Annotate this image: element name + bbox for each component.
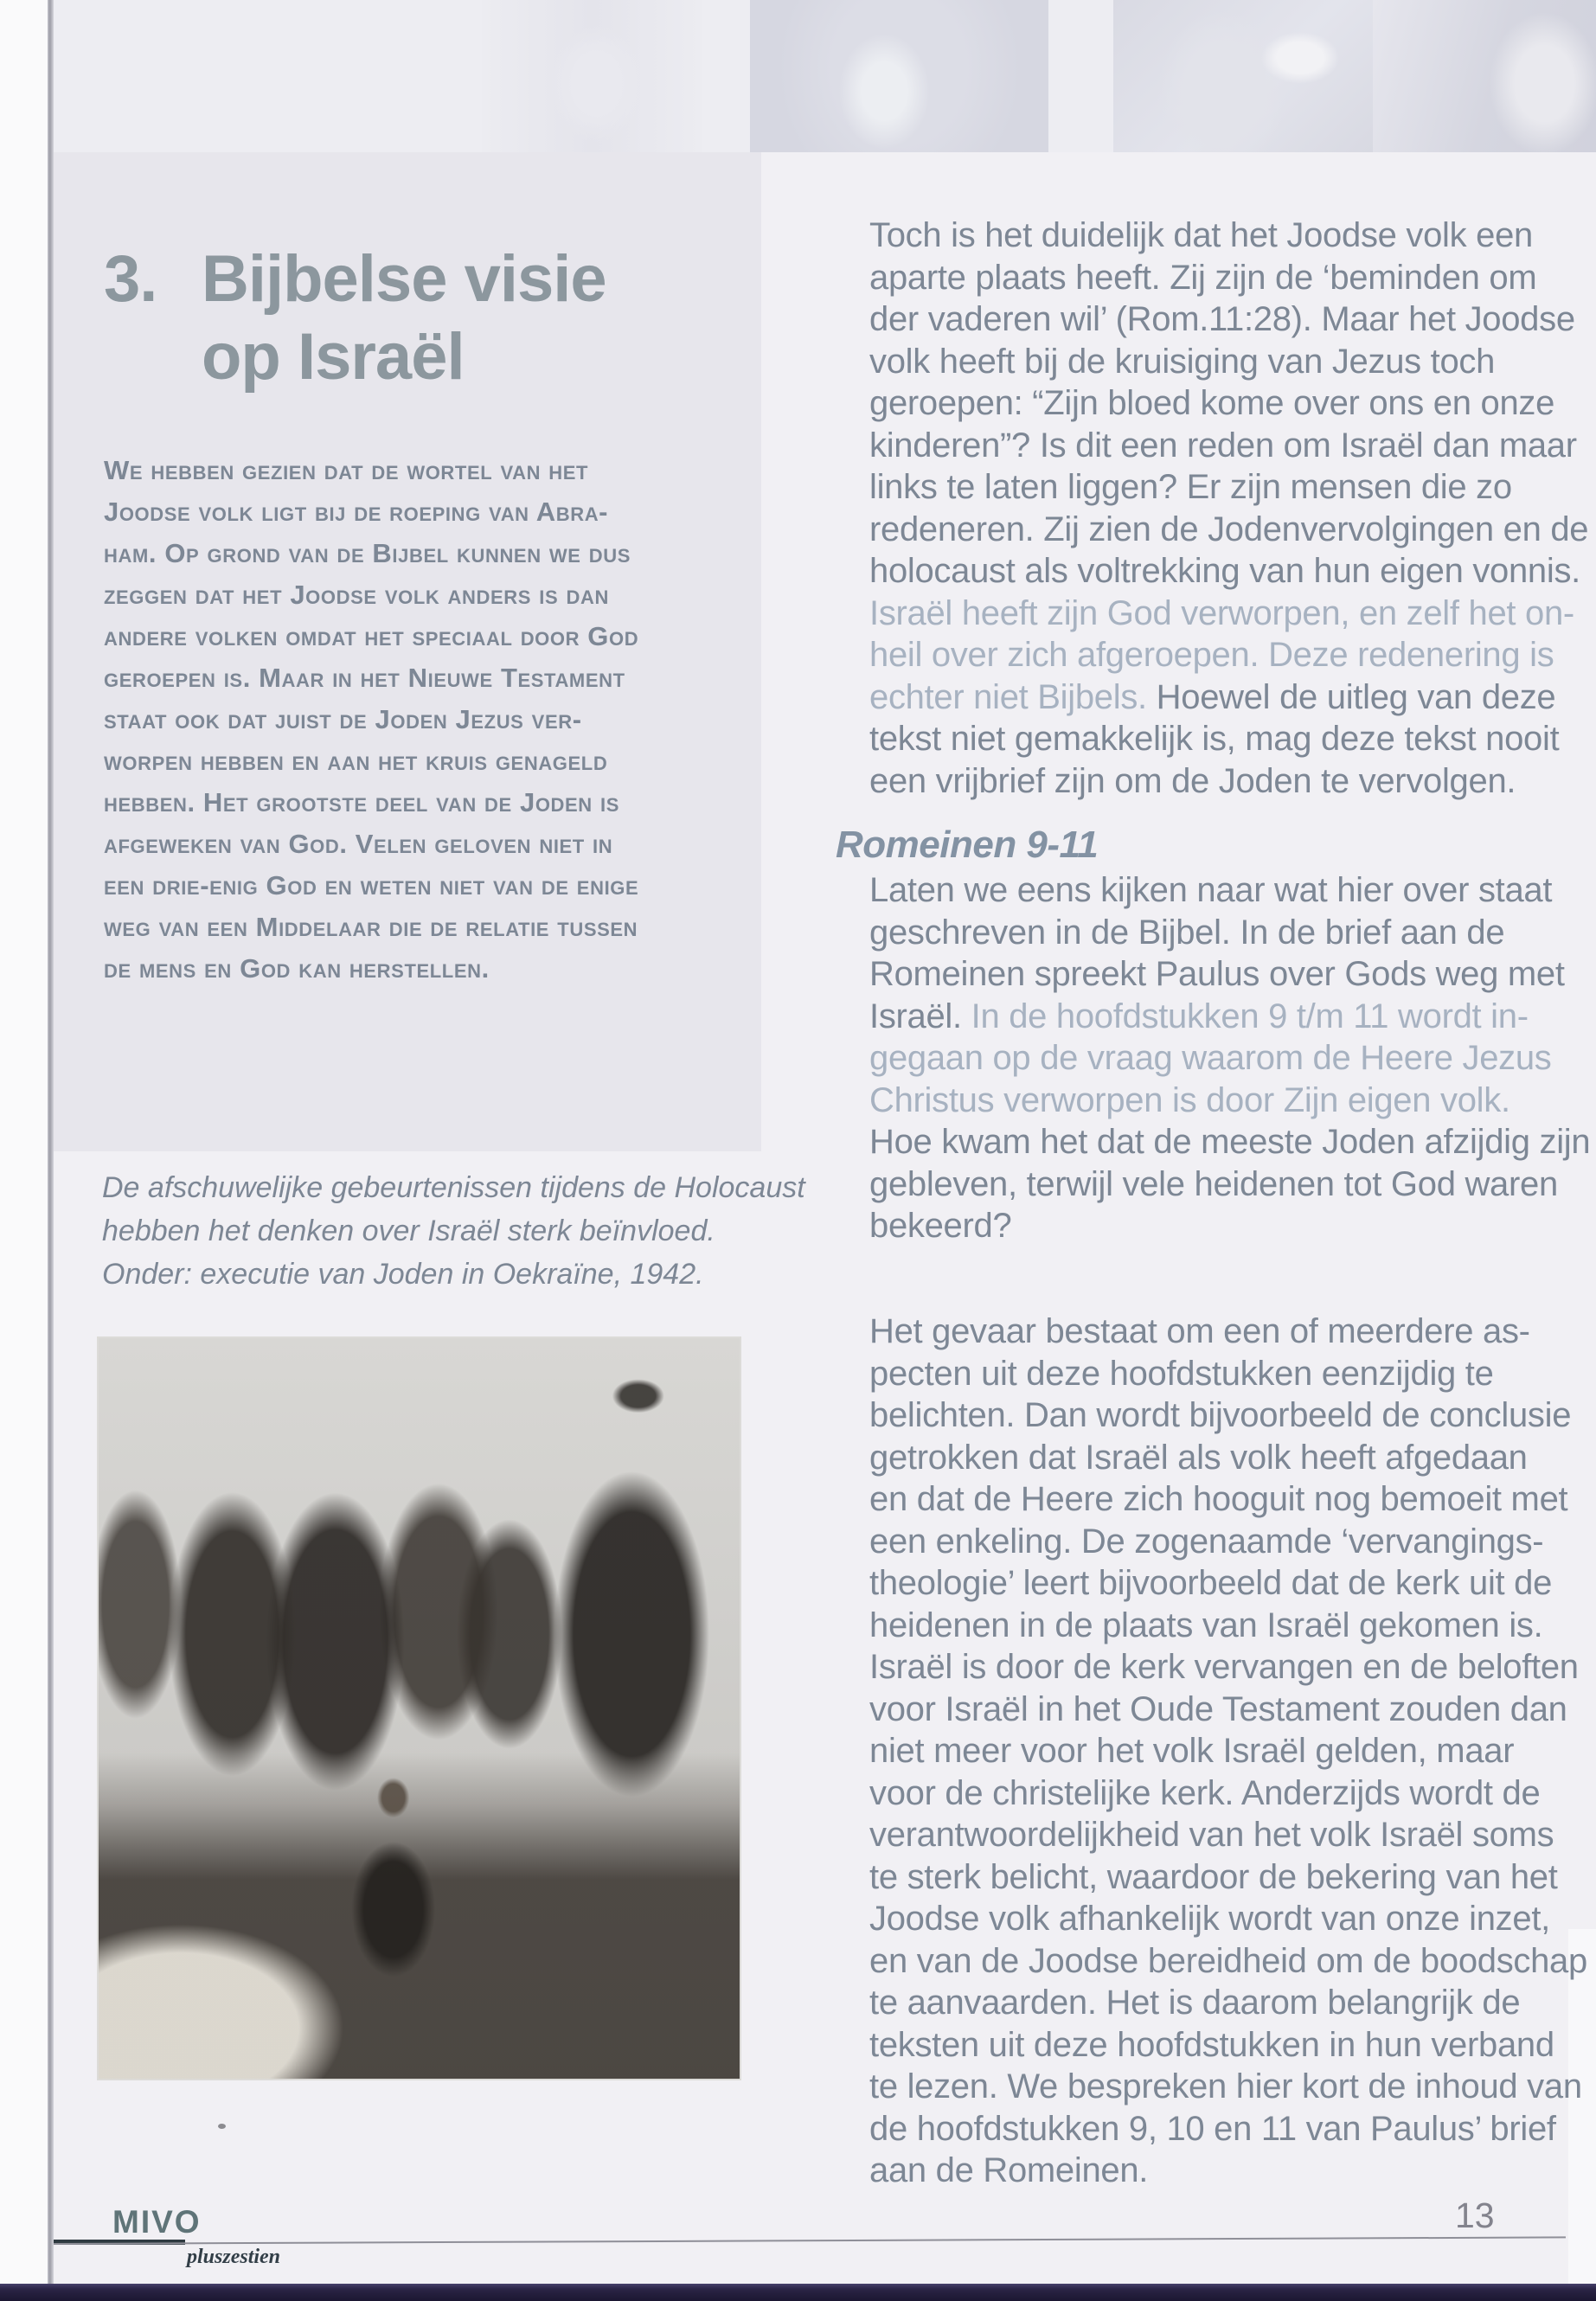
chapter-number: 3. — [104, 242, 157, 316]
bottom-scan-band — [0, 2284, 1596, 2301]
text-line — [104, 948, 761, 990]
text-segment: geschreven in de Bijbel. In de brief aan de — [869, 913, 1505, 952]
text-line — [869, 634, 1588, 676]
text-line — [104, 533, 761, 574]
text-segment: Romeinen spreekt Paulus over Gods weg met — [869, 955, 1565, 993]
text-line — [869, 341, 1588, 383]
chapter-intro-paragraph — [104, 450, 761, 990]
text-segment: hebben. Het grootste deel van de Joden is — [104, 787, 619, 817]
text-segment: Het gevaar bestaat om een of meerdere as- — [869, 1312, 1530, 1350]
text-segment: der vaderen wil’ (Rom.11:28). Maar het Joodse — [869, 300, 1575, 338]
text-segment: Toch is het duidelijk dat het Joodse volk een — [869, 216, 1533, 254]
text-segment: aparte plaats heeft. Zij zijn de ‘beminden om — [869, 258, 1537, 297]
text-segment: hebben het denken over Israël sterk beïnvloed. — [102, 1215, 715, 1247]
text-line — [869, 1163, 1590, 1206]
text-line — [869, 1353, 1587, 1395]
top-photo-strip — [54, 0, 1596, 152]
text-line — [869, 593, 1588, 635]
text-line — [869, 1037, 1590, 1080]
text-line — [869, 1121, 1590, 1163]
chapter-title-line1: Bijbelse visie — [202, 242, 606, 316]
page-edge-shadow — [48, 0, 54, 2287]
text-segment: Hoewel de uitleg van deze — [1146, 677, 1556, 716]
text-segment: te lezen. We bespreken hier kort de inhoud van — [869, 2067, 1582, 2106]
chapter-title-line2: op Israël — [202, 320, 465, 394]
face-photo-thumbnail — [750, 0, 1048, 152]
text-segment: kinderen”? Is dit een reden om Israël dan maar — [869, 426, 1577, 465]
text-line — [869, 1521, 1587, 1563]
text-segment: gegaan op de vraag waarom de Heere Jezus — [869, 1039, 1552, 1077]
text-line — [869, 1940, 1587, 1983]
text-line — [869, 760, 1588, 803]
text-segment: heidenen in de plaats van Israël gekomen is. — [869, 1606, 1543, 1644]
text-line — [869, 215, 1588, 257]
text-segment: De afschuwelijke gebeurtenissen tijdens de Holocaust — [102, 1171, 805, 1204]
text-segment: holocaust als voltrekking van hun eigen vonnis. — [869, 552, 1580, 590]
text-segment: niet meer voor het volk Israël gelden, maar — [869, 1732, 1515, 1770]
text-line — [869, 2108, 1587, 2150]
text-segment: echter niet Bijbels. — [869, 677, 1147, 716]
text-line — [104, 824, 761, 865]
text-segment: en dat de Heere zich hooguit nog bemoeit met — [869, 1480, 1568, 1518]
text-line — [104, 450, 761, 491]
text-segment: Hoe kwam het dat de meeste Joden afzijdig zijn — [869, 1123, 1591, 1161]
text-segment: geroepen: “Zijn bloed kome over ons en onze — [869, 384, 1555, 422]
text-segment: Israël. — [869, 997, 962, 1035]
text-segment: voor Israël in het Oude Testament zouden dan — [869, 1689, 1567, 1728]
text-line — [869, 550, 1588, 593]
chapter-title — [202, 240, 606, 396]
chapter-heading — [104, 240, 606, 396]
text-line — [104, 907, 761, 948]
text-segment: teksten uit deze hoofdstukken in hun verband — [869, 2025, 1554, 2064]
mivo-logo: MIVO — [112, 2204, 202, 2240]
text-line — [869, 1898, 1587, 1940]
text-segment: Christus verworpen is door Zijn eigen volk. — [869, 1080, 1510, 1119]
text-segment: en van de Joodse bereidheid om de boodschap — [869, 1941, 1587, 1980]
text-line — [869, 1856, 1587, 1899]
text-line — [869, 912, 1590, 954]
text-segment: voor de christelijke kerk. Anderzijds wordt de — [869, 1773, 1541, 1812]
text-segment: We hebben gezien dat de wortel van het — [104, 455, 589, 485]
text-line — [869, 1205, 1590, 1247]
text-segment: ham. Op grond van de Bijbel kunnen we dus — [104, 538, 631, 568]
text-segment: Israël heeft zijn God verworpen, en zelf het on- — [869, 593, 1574, 632]
text-line — [869, 1311, 1587, 1353]
face-photo-thumbnail — [1113, 0, 1373, 152]
section-subheading: Romeinen 9-11 — [836, 824, 1099, 866]
text-line — [869, 1982, 1587, 2024]
text-segment: links te laten liggen? Er zijn mensen die zo — [869, 468, 1512, 506]
text-line — [104, 616, 761, 657]
text-segment: Onder: executie van Joden in Oekraïne, 1942. — [102, 1258, 704, 1291]
body-paragraph — [869, 215, 1588, 802]
text-segment: belichten. Dan wordt bijvoorbeeld de conclusie — [869, 1396, 1572, 1434]
text-line — [869, 2066, 1587, 2108]
text-line — [869, 953, 1590, 996]
photo-caption — [102, 1166, 805, 1296]
text-line — [869, 298, 1588, 341]
text-line — [869, 718, 1588, 760]
text-segment: de hoofdstukken 9, 10 en 11 van Paulus’ brief — [869, 2109, 1556, 2148]
text-segment: zeggen dat het Joodse volk anders is dan — [104, 580, 609, 610]
text-segment: een vrijbrief zijn om de Joden te vervolgen. — [869, 761, 1516, 800]
text-line — [869, 425, 1588, 467]
body-paragraph — [869, 1311, 1587, 2192]
text-segment: te aanvaarden. Het is daarom belangrijk de — [869, 1984, 1521, 2022]
text-segment: pecten uit deze hoofdstukken eenzijdig te — [869, 1354, 1494, 1393]
text-line — [869, 1080, 1590, 1122]
text-segment: gebleven, terwijl vele heidenen tot God waren — [869, 1164, 1558, 1203]
text-line — [869, 509, 1588, 551]
text-line — [869, 1437, 1587, 1479]
text-line — [869, 869, 1590, 912]
holocaust-execution-photo — [97, 1336, 741, 2080]
text-line — [104, 782, 761, 824]
text-segment: de mens en God kan herstellen. — [104, 953, 490, 984]
text-line — [869, 1478, 1587, 1521]
text-line — [869, 257, 1588, 299]
text-line — [869, 1814, 1587, 1856]
footer-rule — [54, 2236, 1566, 2245]
text-segment: theologie’ leert bijvoorbeeld dat de kerk uit de — [869, 1564, 1553, 1602]
text-segment: verantwoordelijkheid van het volk Israël soms — [869, 1816, 1554, 1854]
text-segment: In de hoofdstukken 9 t/m 11 wordt in- — [961, 997, 1529, 1035]
face-photo-thumbnail — [482, 0, 702, 152]
text-segment: afgeweken van God. Velen geloven niet in — [104, 829, 613, 859]
text-segment: een enkeling. De zogenaamde ‘vervangings- — [869, 1522, 1544, 1561]
text-segment: volk heeft bij de kruisiging van Jezus toch — [869, 342, 1496, 381]
text-segment: getrokken dat Israël als volk heeft afgedaan — [869, 1438, 1528, 1477]
text-line — [869, 2150, 1587, 2192]
text-line — [104, 699, 761, 740]
text-segment: tekst niet gemakkelijk is, mag deze tekst nooit — [869, 720, 1560, 758]
face-photo-thumbnail — [1373, 0, 1596, 152]
text-line — [869, 676, 1588, 719]
text-segment: te sterk belicht, waardoor de bekering van het — [869, 1857, 1558, 1896]
body-paragraph — [869, 869, 1590, 1247]
text-segment: Israël is door de kerk vervangen en de beloften — [869, 1648, 1579, 1686]
text-line — [869, 1730, 1587, 1772]
text-line — [869, 2024, 1587, 2067]
text-line — [869, 1562, 1587, 1605]
text-segment: bekeerd? — [869, 1207, 1012, 1245]
text-line — [869, 382, 1588, 425]
text-line — [869, 1772, 1587, 1815]
text-segment: andere volken omdat het speciaal door God — [104, 621, 639, 651]
text-line — [104, 491, 761, 533]
scan-speck — [218, 2124, 226, 2129]
text-segment: heil over zich afgeroepen. Deze redenering is — [869, 636, 1554, 674]
text-segment: redeneren. Zij zien de Jodenvervolgingen en de — [869, 510, 1589, 548]
text-segment: Laten we eens kijken naar wat hier over staat — [869, 871, 1553, 909]
text-line — [869, 1689, 1587, 1731]
text-line — [104, 740, 761, 782]
text-segment: aan de Romeinen. — [869, 2151, 1149, 2189]
text-line — [869, 1394, 1587, 1437]
text-line — [104, 574, 761, 616]
text-segment: Joodse volk afhankelijk wordt van onze inzet, — [869, 1900, 1550, 1938]
text-line — [104, 657, 761, 699]
logo-subtitle: pluszestien — [187, 2246, 281, 2268]
text-line — [869, 1605, 1587, 1647]
text-segment: worpen hebben en aan het kruis genageld — [104, 746, 608, 776]
page-number: 13 — [1455, 2195, 1495, 2235]
text-segment: geroepen is. Maar in het Nieuwe Testament — [104, 663, 625, 693]
text-line — [869, 466, 1588, 509]
scan-left-margin — [0, 0, 48, 2287]
text-line — [869, 1646, 1587, 1689]
text-line — [869, 996, 1590, 1038]
text-segment: staat ook dat juist de Joden Jezus ver- — [104, 704, 582, 734]
text-line — [102, 1166, 805, 1209]
text-line — [102, 1253, 777, 1296]
text-line — [102, 1209, 777, 1253]
text-segment: een drie-enig God en weten niet van de enige — [104, 870, 639, 901]
text-segment: weg van een Middelaar die de relatie tussen — [104, 912, 638, 942]
text-segment: Joodse volk ligt bij de roeping van Abra- — [104, 497, 609, 527]
text-line — [104, 865, 761, 907]
